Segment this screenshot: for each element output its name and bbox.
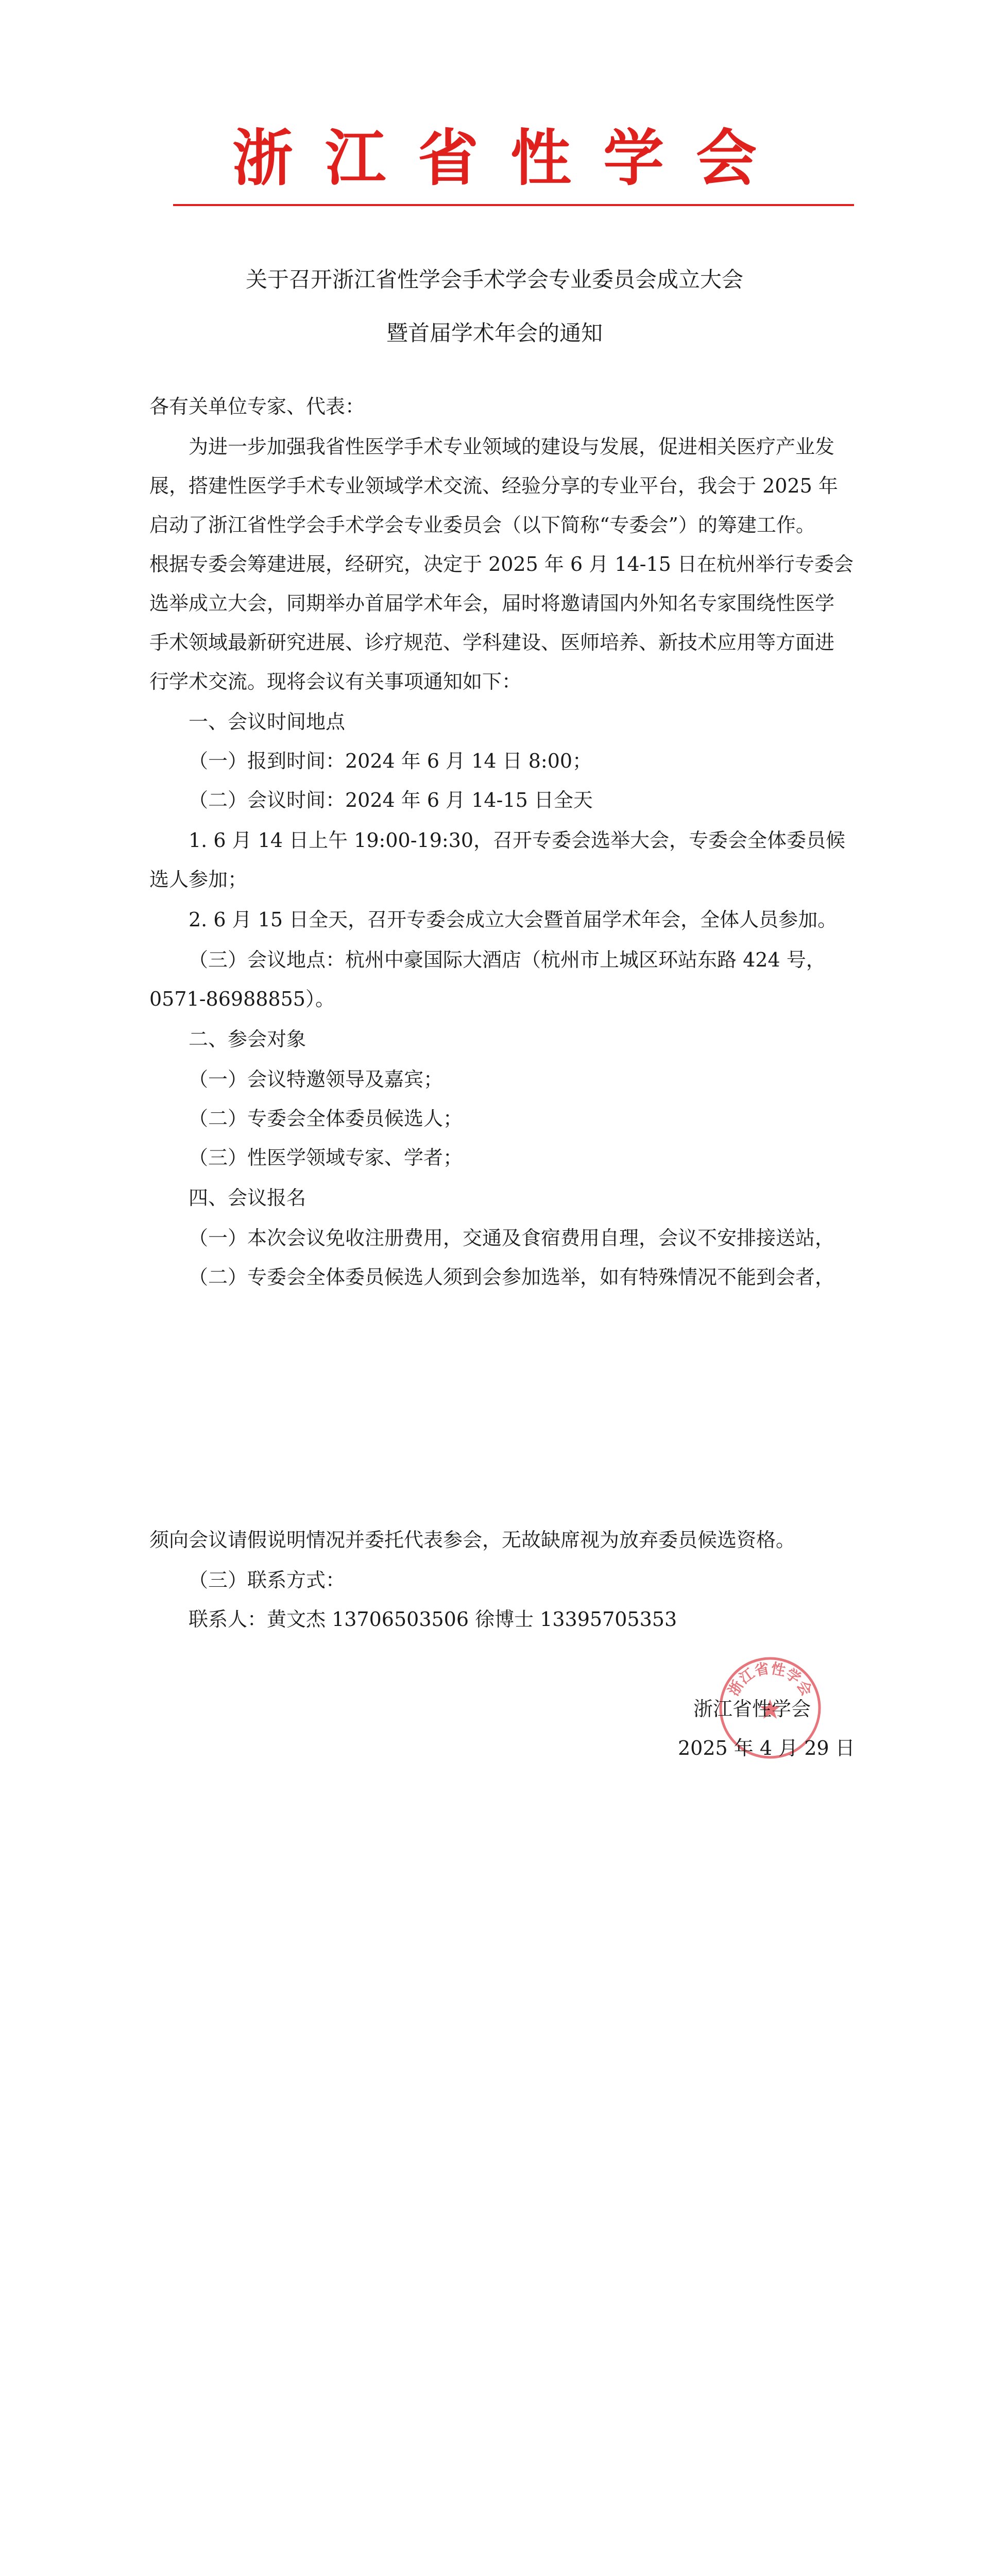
section-item: （一）报到时间：2024 年 6 月 14 日 8:00； bbox=[189, 750, 592, 772]
intro-line: 选举成立大会，同期举办首届学术年会，届时将邀请国内外知名专家围绕性医学 bbox=[149, 592, 835, 615]
intro-line: 根据专委会筹建进展，经研究，决定于 2025 年 6 月 14-15 日在杭州举行专委会 bbox=[149, 553, 854, 575]
intro-line: 启动了浙江省性学会手术学会专业委员会（以下简称“专委会”）的筹建工作。 bbox=[149, 514, 815, 536]
section-item: （三）会议地点：杭州中豪国际大酒店（杭州市上城区环站东路 424 号， bbox=[189, 948, 826, 971]
section-item-continuation: 须向会议请假说明情况并委托代表参会，无故缺席视为放弃委员候选资格。 bbox=[149, 1529, 796, 1551]
section-item: 0571-86988855）。 bbox=[149, 988, 335, 1010]
section-item: （二）专委会全体委员候选人； bbox=[189, 1107, 463, 1130]
section-subitem: 1. 6 月 14 日上午 19:00-19:30，召开专委会选举大会，专委会全体委员候 bbox=[189, 829, 846, 852]
section-heading: 四、会议报名 bbox=[189, 1187, 306, 1209]
intro-line: 手术领域最新研究进展、诊疗规范、学科建设、医师培养、新技术应用等方面进 bbox=[149, 631, 835, 654]
section-item: （二）专委会全体委员候选人须到会参加选举，如有特殊情况不能到会者， bbox=[189, 1266, 835, 1289]
notice-title-line2: 暨首届学术年会的通知 bbox=[386, 320, 603, 346]
masthead-rule bbox=[173, 204, 854, 206]
contact-line: 联系人：黄文杰 13706503506 徐博士 13395705353 bbox=[189, 1608, 677, 1631]
section-heading: 一、会议时间地点 bbox=[189, 710, 346, 733]
section-item: （一）本次会议免收注册费用，交通及食宿费用自理，会议不安排接送站， bbox=[189, 1227, 835, 1249]
intro-line: 展，搭建性医学手术专业领域学术交流、经验分享的专业平台，我会于 2025 年 bbox=[149, 474, 838, 497]
section-heading: 二、参会对象 bbox=[189, 1028, 306, 1050]
section-subitem: 2. 6 月 15 日全天，召开专委会成立大会暨首届学术年会，全体人员参加。 bbox=[189, 908, 838, 931]
signature-org: 浙江省性学会 bbox=[693, 1698, 811, 1720]
svg-text:浙江省性学会: 浙江省性学会 bbox=[725, 1659, 815, 1699]
section-item: （三）性医学领域专家、学者； bbox=[189, 1146, 463, 1169]
salutation: 各有关单位专家、代表： bbox=[149, 395, 365, 418]
section-item: （二）会议时间：2024 年 6 月 14-15 日全天 bbox=[189, 789, 593, 811]
intro-line: 为进一步加强我省性医学手术专业领域的建设与发展，促进相关医疗产业发 bbox=[189, 435, 835, 458]
section-item: （一）会议特邀领导及嘉宾； bbox=[189, 1068, 444, 1091]
section-item: （三）联系方式： bbox=[189, 1569, 346, 1591]
notice-title-line1: 关于召开浙江省性学会手术学会专业委员会成立大会 bbox=[245, 267, 743, 292]
masthead: 浙江省性学会 bbox=[232, 122, 789, 194]
section-subitem: 选人参加； bbox=[149, 868, 248, 891]
signature-date: 2025 年 4 月 29 日 bbox=[678, 1737, 855, 1759]
intro-line: 行学术交流。现将会议有关事项通知如下： bbox=[149, 670, 522, 693]
